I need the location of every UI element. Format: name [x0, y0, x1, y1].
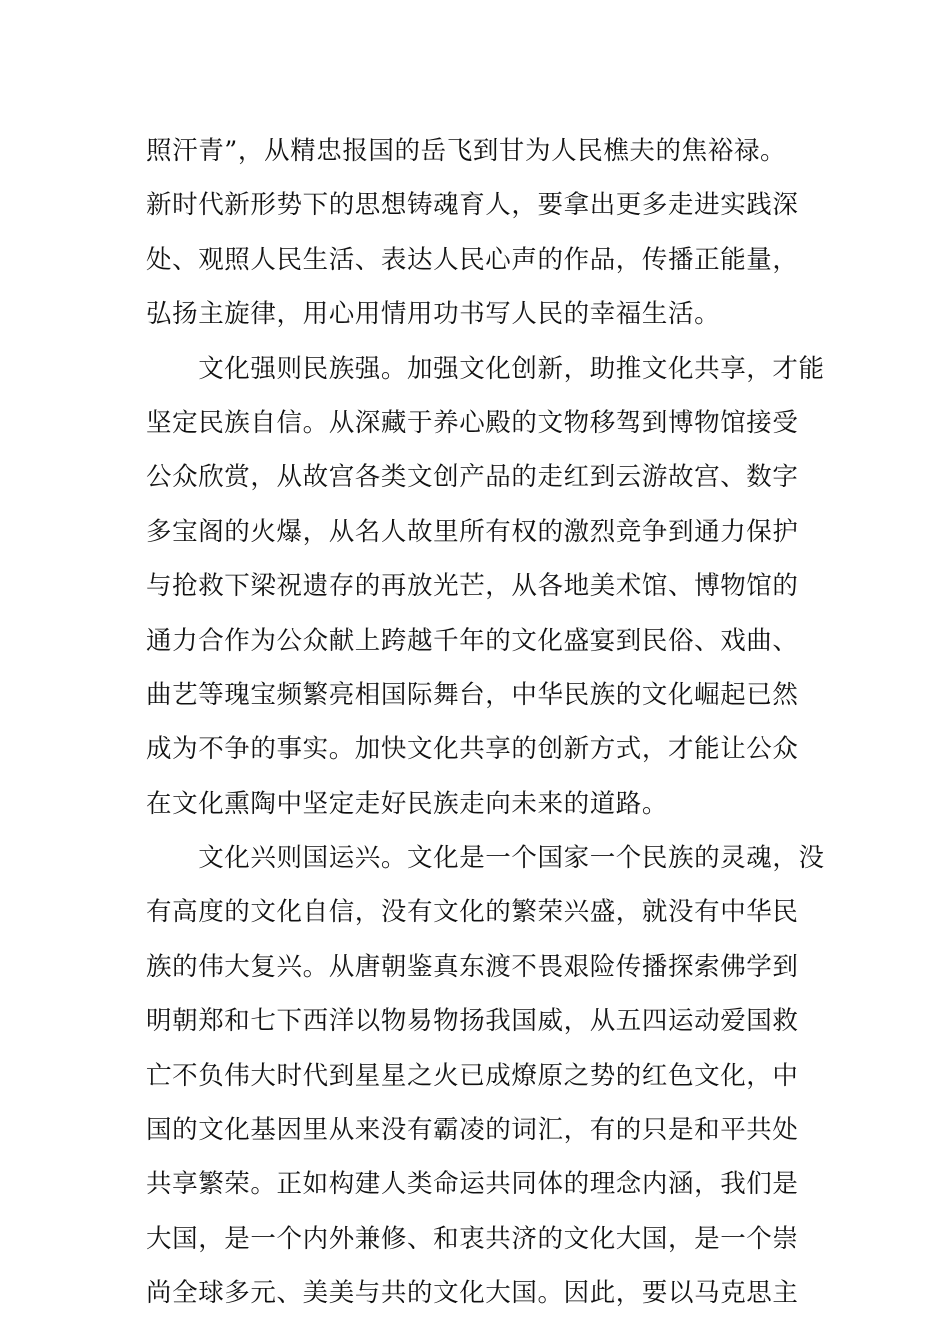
text-line: 新时代新形势下的思想铸魂育人，要拿出更多走进实践深 — [146, 190, 799, 221]
text-line: 与抢救下梁祝遗存的再放光芒，从各地美术馆、博物馆的 — [146, 571, 799, 602]
text-line: 共享繁荣。正如构建人类命运共同体的理念内涵，我们是 — [146, 1169, 799, 1200]
text-line: 多宝阁的火爆，从名人故里所有权的激烈竞争到通力保护 — [146, 516, 799, 547]
paragraph-start-line: 文化强则民族强。加强文化创新，助推文化共享，才能 — [146, 353, 825, 384]
text-line: 公众欣赏，从故宫各类文创产品的走红到云游故宫、数字 — [146, 462, 799, 493]
text-line: 尚全球多元、美美与共的文化大国。因此，要以马克思主 — [146, 1278, 799, 1309]
text-line: 通力合作为公众献上跨越千年的文化盛宴到民俗、戏曲、 — [146, 625, 799, 656]
body-text — [146, 124, 826, 1321]
text-line: 国的文化基因里从来没有霸凌的词汇，有的只是和平共处 — [146, 1115, 799, 1146]
text-line: 曲艺等瑰宝频繁亮相国际舞台，中华民族的文化崛起已然 — [146, 679, 799, 710]
text-line: 弘扬主旋律，用心用情用功书写人民的幸福生活。 — [146, 299, 721, 330]
text-line: 成为不争的事实。加快文化共享的创新方式，才能让公众 — [146, 734, 799, 765]
text-line: 亡不负伟大时代到星星之火已成燎原之势的红色文化，中 — [146, 1060, 799, 1091]
text-line: 有高度的文化自信，没有文化的繁荣兴盛，就没有中华民 — [146, 897, 799, 928]
text-line: 族的伟大复兴。从唐朝鉴真东渡不畏艰险传播探索佛学到 — [146, 951, 799, 982]
text-line: 照汗青”，从精忠报国的岳飞到甘为人民樵夫的焦裕禄。 — [146, 136, 787, 166]
text-line: 大国，是一个内外兼修、和衷共济的文化大国，是一个崇 — [146, 1223, 799, 1254]
paragraph-start-line: 文化兴则国运兴。文化是一个国家一个民族的灵魂，没 — [146, 843, 825, 874]
text-line: 在文化熏陶中坚定走好民族走向未来的道路。 — [146, 788, 669, 819]
text-line: 处、观照人民生活、表达人民心声的作品，传播正能量， — [146, 244, 799, 275]
text-line: 明朝郑和七下西洋以物易物扬我国威，从五四运动爱国救 — [146, 1006, 799, 1037]
text-line: 坚定民族自信。从深藏于养心殿的文物移驾到博物馆接受 — [146, 407, 799, 438]
